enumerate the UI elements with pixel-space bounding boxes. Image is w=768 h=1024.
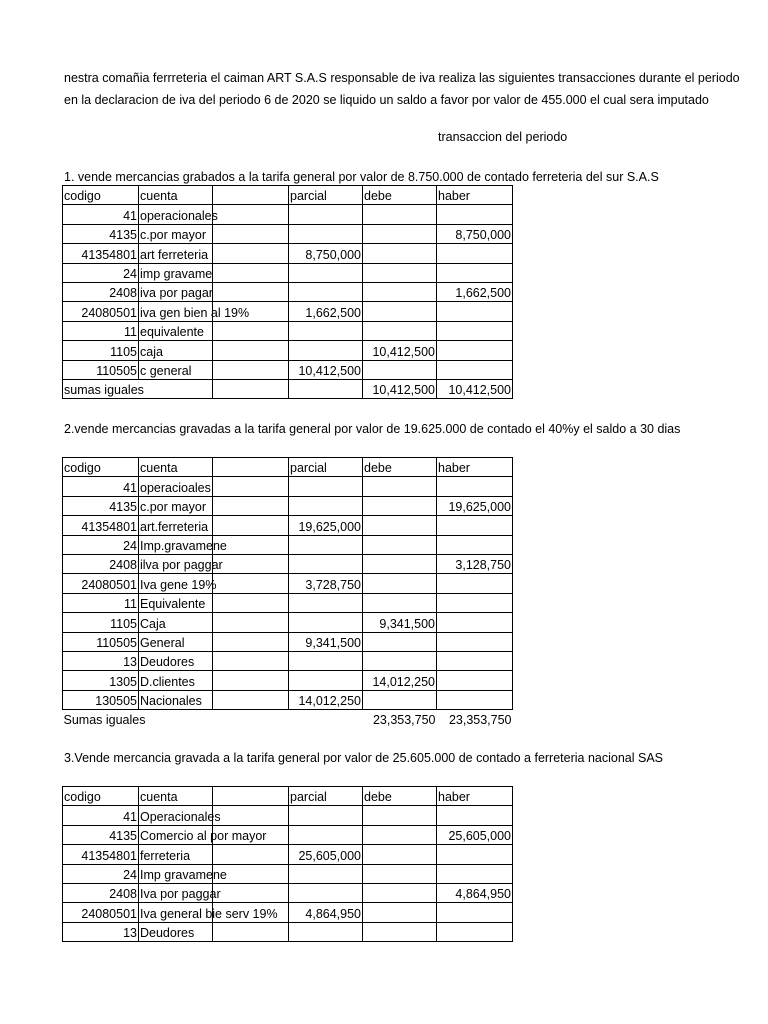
haber-cell (437, 341, 513, 360)
spacer-cell (213, 690, 289, 709)
totals-label: sumas iguales (63, 379, 213, 398)
debe-cell (363, 282, 437, 301)
haber-cell (437, 205, 513, 224)
cuenta-cell: iva por pagar (139, 282, 213, 301)
table-header-row (63, 787, 513, 806)
spacer-cell (213, 710, 289, 729)
debe-cell (363, 651, 437, 670)
parcial-cell: 10,412,500 (289, 360, 363, 379)
codigo-cell: 24 (63, 535, 139, 554)
spacer-cell (213, 321, 289, 340)
codigo-cell: 2408 (63, 554, 139, 573)
codigo-cell: 41 (63, 205, 139, 224)
spacer-cell (213, 379, 289, 398)
debe-cell (363, 477, 437, 496)
parcial-cell: 1,662,500 (289, 302, 363, 321)
spacer-cell (213, 883, 289, 902)
haber-cell: 1,662,500 (437, 282, 513, 301)
transaction-2-description: 2.vende mercancias gravadas a la tarifa general por valor de 19.625.000 de contado el 40%y el saldo a 30 dias (64, 422, 681, 436)
table-row (63, 263, 513, 282)
header-cuenta: cuenta (139, 186, 213, 205)
haber-cell (437, 516, 513, 535)
table-row (63, 922, 513, 941)
table-row (63, 845, 513, 864)
parcial-cell (289, 883, 363, 902)
cuenta-cell: Nacionales (139, 690, 213, 709)
codigo-cell: 13 (63, 651, 139, 670)
parcial-cell (289, 922, 363, 941)
table-row (63, 806, 513, 825)
totals-label: Sumas iguales (63, 713, 146, 728)
table-row (63, 883, 513, 902)
parcial-cell (289, 535, 363, 554)
cuenta-cell: c.por mayor (139, 224, 213, 243)
debe-cell (363, 224, 437, 243)
parcial-cell (289, 554, 363, 573)
table-row (63, 825, 513, 844)
codigo-cell: 2408 (63, 282, 139, 301)
header-haber: haber (437, 458, 513, 477)
parcial-cell (289, 864, 363, 883)
table-row (63, 477, 513, 496)
haber-cell (437, 321, 513, 340)
codigo-cell: 41 (63, 477, 139, 496)
totals-haber: 10,412,500 (437, 379, 513, 398)
codigo-cell: 4135 (63, 496, 139, 515)
intro-line-2: en la declaracion de iva del periodo 6 de 2020 se liquido un saldo a favor por valor de 455.000 el cual sera imputado (64, 93, 709, 107)
header-codigo: codigo (63, 787, 139, 806)
totals-debe: 10,412,500 (363, 379, 437, 398)
parcial-cell (289, 205, 363, 224)
ledger-table-2 (62, 457, 513, 728)
spacer-cell (213, 671, 289, 690)
haber-cell: 8,750,000 (437, 224, 513, 243)
table-row (63, 224, 513, 243)
spacer-cell (213, 224, 289, 243)
parcial-cell (289, 710, 363, 729)
header-debe: debe (363, 186, 437, 205)
haber-cell: 4,864,950 (437, 883, 513, 902)
cuenta-cell: art.ferreteria (139, 516, 213, 535)
header-spacer (213, 186, 289, 205)
table-row (63, 360, 513, 379)
codigo-cell: 130505 (63, 690, 139, 709)
cuenta-cell: Imp gravamene (139, 864, 213, 883)
debe-cell (363, 244, 437, 263)
spacer-cell (213, 477, 289, 496)
codigo-cell: 2408 (63, 883, 139, 902)
parcial-cell: 8,750,000 (289, 244, 363, 263)
codigo-cell: 110505 (63, 632, 139, 651)
totals-row (63, 710, 513, 729)
spacer-cell (213, 922, 289, 941)
parcial-cell: 3,728,750 (289, 574, 363, 593)
spacer-cell (213, 205, 289, 224)
table-row (63, 574, 513, 593)
debe-cell (363, 554, 437, 573)
header-haber: haber (437, 787, 513, 806)
haber-cell (437, 903, 513, 922)
header-debe: debe (363, 787, 437, 806)
debe-cell (363, 535, 437, 554)
intro-line-1: nestra comañia ferrreteria el caiman ART S.A.S responsable de iva realiza las siguientes transacciones durante el periodo (64, 71, 740, 85)
transaction-1-description: 1. vende mercancias grabados a la tarifa general por valor de 8.750.000 de contado ferreteria del sur S.A.S (64, 170, 659, 184)
debe-cell (363, 864, 437, 883)
table-row (63, 651, 513, 670)
header-cuenta: cuenta (139, 787, 213, 806)
cuenta-cell: General (139, 632, 213, 651)
spacer-cell (213, 263, 289, 282)
parcial-cell (289, 593, 363, 612)
haber-cell (437, 613, 513, 632)
codigo-cell: 4135 (63, 825, 139, 844)
ledger-table-3 (62, 786, 513, 942)
parcial-cell: 9,341,500 (289, 632, 363, 651)
header-haber: haber (437, 186, 513, 205)
spacer-cell (213, 845, 289, 864)
cuenta-cell: Iva gene 19% (139, 574, 213, 593)
codigo-cell: 24 (63, 263, 139, 282)
cuenta-cell: iva gen bien al 19% (139, 302, 213, 321)
spacer-cell (213, 613, 289, 632)
cuenta-cell: Equivalente (139, 593, 213, 612)
spacer-cell (213, 554, 289, 573)
parcial-cell (289, 613, 363, 632)
transaction-3-description: 3.Vende mercancia gravada a la tarifa general por valor de 25.605.000 de contado a ferreteria nacional SAS (64, 751, 664, 765)
haber-cell (437, 593, 513, 612)
period-subtitle: transaccion del periodo (438, 130, 568, 144)
cuenta-cell: operacionales (139, 205, 213, 224)
parcial-cell (289, 651, 363, 670)
table-row (63, 302, 513, 321)
cuenta-cell: c general (139, 360, 213, 379)
debe-cell (363, 845, 437, 864)
haber-cell (437, 574, 513, 593)
codigo-cell: 24080501 (63, 302, 139, 321)
cuenta-cell: Deudores (139, 922, 213, 941)
spacer-cell (213, 496, 289, 515)
parcial-cell (289, 477, 363, 496)
debe-cell (363, 496, 437, 515)
table-row (63, 632, 513, 651)
table-row (63, 671, 513, 690)
haber-cell (437, 302, 513, 321)
table-row (63, 321, 513, 340)
table-row (63, 903, 513, 922)
header-cuenta: cuenta (139, 458, 213, 477)
spacer-cell (213, 632, 289, 651)
codigo-cell: 41354801 (63, 516, 139, 535)
debe-cell (363, 883, 437, 902)
cuenta-cell: c.por mayor (139, 496, 213, 515)
spacer-cell (213, 282, 289, 301)
parcial-cell (289, 496, 363, 515)
table-row (63, 244, 513, 263)
codigo-cell: 41354801 (63, 845, 139, 864)
table-row (63, 282, 513, 301)
header-parcial: parcial (289, 186, 363, 205)
cuenta-cell: imp gravame (139, 263, 213, 282)
haber-cell (437, 244, 513, 263)
parcial-cell (289, 321, 363, 340)
spacer-cell (213, 651, 289, 670)
codigo-cell: 13 (63, 922, 139, 941)
table-header-row (63, 186, 513, 205)
debe-cell (363, 903, 437, 922)
table-header-row (63, 458, 513, 477)
table-row (63, 341, 513, 360)
table-row (63, 516, 513, 535)
haber-cell (437, 845, 513, 864)
parcial-cell: 25,605,000 (289, 845, 363, 864)
debe-cell (363, 632, 437, 651)
haber-cell (437, 671, 513, 690)
header-parcial: parcial (289, 787, 363, 806)
spacer-cell (213, 806, 289, 825)
debe-cell: 14,012,250 (363, 671, 437, 690)
parcial-cell (289, 379, 363, 398)
table-row (63, 613, 513, 632)
debe-cell: 9,341,500 (363, 613, 437, 632)
header-codigo: codigo (63, 458, 139, 477)
header-spacer (213, 458, 289, 477)
debe-cell (363, 593, 437, 612)
cuenta-cell: Iva general bie serv 19% (139, 903, 213, 922)
totals-haber: 23,353,750 (448, 713, 512, 728)
debe-cell (363, 360, 437, 379)
haber-cell (437, 651, 513, 670)
parcial-cell (289, 282, 363, 301)
debe-cell (363, 825, 437, 844)
codigo-cell: 24 (63, 864, 139, 883)
parcial-cell: 14,012,250 (289, 690, 363, 709)
parcial-cell (289, 671, 363, 690)
spacer-cell (213, 360, 289, 379)
haber-cell: 19,625,000 (437, 496, 513, 515)
haber-cell (437, 360, 513, 379)
cuenta-cell: caja (139, 341, 213, 360)
cuenta-cell: D.clientes (139, 671, 213, 690)
codigo-cell: 24080501 (63, 574, 139, 593)
spacer-cell (213, 244, 289, 263)
cuenta-cell: Imp.gravamene (139, 535, 213, 554)
debe-cell (363, 263, 437, 282)
parcial-cell (289, 825, 363, 844)
table-row (63, 496, 513, 515)
header-parcial: parcial (289, 458, 363, 477)
cuenta-cell: Caja (139, 613, 213, 632)
parcial-cell (289, 806, 363, 825)
cuenta-cell: Operacionales (139, 806, 213, 825)
cuenta-cell: ilva por paggar (139, 554, 213, 573)
parcial-cell (289, 341, 363, 360)
cuenta-cell: ferreteria (139, 845, 213, 864)
parcial-cell (289, 263, 363, 282)
table-row (63, 864, 513, 883)
haber-cell (437, 922, 513, 941)
codigo-cell: 1305 (63, 671, 139, 690)
spacer-cell (213, 341, 289, 360)
codigo-cell: 4135 (63, 224, 139, 243)
debe-cell (363, 690, 437, 709)
haber-cell: 3,128,750 (437, 554, 513, 573)
codigo-cell: 1105 (63, 613, 139, 632)
debe-cell (363, 205, 437, 224)
parcial-cell: 19,625,000 (289, 516, 363, 535)
cuenta-cell: art ferreteria (139, 244, 213, 263)
codigo-cell: 1105 (63, 341, 139, 360)
parcial-cell (289, 224, 363, 243)
totals-debe: 23,353,750 (372, 713, 436, 728)
table-row (63, 690, 513, 709)
ledger-table-1 (62, 185, 513, 399)
codigo-cell: 110505 (63, 360, 139, 379)
debe-cell (363, 574, 437, 593)
spacer-cell (213, 574, 289, 593)
debe-cell (363, 806, 437, 825)
cuenta-cell: Deudores (139, 651, 213, 670)
cuenta-cell: equivalente (139, 321, 213, 340)
codigo-cell: 11 (63, 593, 139, 612)
haber-cell (437, 535, 513, 554)
totals-row (63, 379, 513, 398)
haber-cell (437, 690, 513, 709)
parcial-cell: 4,864,950 (289, 903, 363, 922)
header-debe: debe (363, 458, 437, 477)
table-row (63, 535, 513, 554)
table-row (63, 593, 513, 612)
haber-cell (437, 864, 513, 883)
haber-cell (437, 477, 513, 496)
debe-cell (363, 302, 437, 321)
debe-cell (363, 922, 437, 941)
haber-cell: 25,605,000 (437, 825, 513, 844)
cuenta-cell: operacioales (139, 477, 213, 496)
header-codigo: codigo (63, 186, 139, 205)
spacer-cell (213, 516, 289, 535)
header-spacer (213, 787, 289, 806)
codigo-cell: 24080501 (63, 903, 139, 922)
debe-cell (363, 321, 437, 340)
cuenta-cell: Comercio al por mayor (139, 825, 213, 844)
table-row (63, 554, 513, 573)
table-row (63, 205, 513, 224)
codigo-cell: 41354801 (63, 244, 139, 263)
spacer-cell (213, 593, 289, 612)
haber-cell (437, 263, 513, 282)
debe-cell: 10,412,500 (363, 341, 437, 360)
codigo-cell: 11 (63, 321, 139, 340)
haber-cell (437, 806, 513, 825)
codigo-cell: 41 (63, 806, 139, 825)
haber-cell (437, 632, 513, 651)
cuenta-cell: Iva por paggar (139, 883, 213, 902)
debe-cell (363, 516, 437, 535)
